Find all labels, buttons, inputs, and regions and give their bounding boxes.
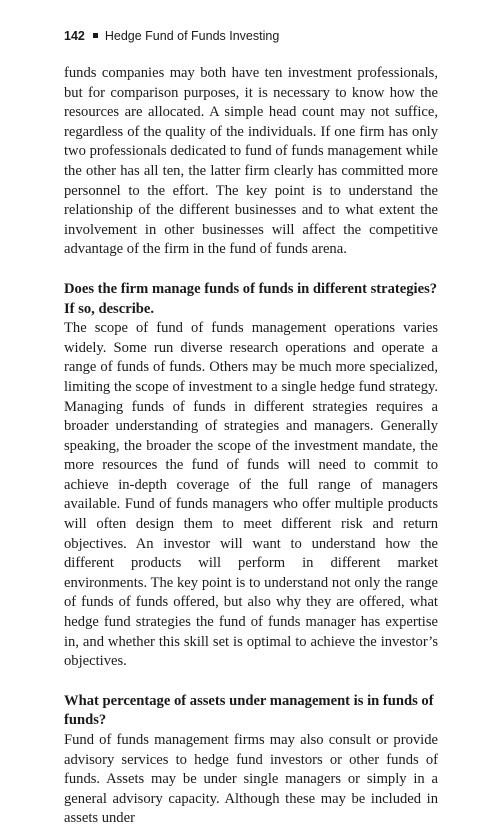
body-paragraph: funds companies may both have ten investment professionals, but for comparison purposes, it is necessary to know how the resources are allocated. A simple head count may not suffice, regardless of the quality of the individuals. If one firm has only two professionals dedicated to fund of funds management while the other has all ten, the latter firm clearly has committed more personnel to the effort. The key point is to understand the relationship of the different businesses and to what extent the involvement in other businesses will affect the competitive advantage of the firm in the fund of funds arena.	[64, 65, 438, 258]
section-question-heading: Does the firm manage funds of funds in different strategies? If so, describe.	[64, 280, 438, 317]
running-head	[64, 28, 438, 44]
body-paragraph: Fund of funds management firms may also consult or provide advisory services to hedge fund investors or other funds of funds. Assets may be under single managers or simply in a general advisory capacity. Although these may be included in assets under	[64, 732, 438, 827]
body-paragraph: The scope of fund of funds management operations varies widely. Some run diverse research operations and operate a range of funds of funds. Others may be much more specialized, limiting the scope of investment to a single hedge fund strategy. Managing funds of funds in different strategies requires a broader understanding of strategies and managers. Generally speaking, the broader the scope of the investment mandate, the more resources the fund of funds will need to commit to achieve in-depth coverage of the full range of managers available. Fund of funds managers who offer multiple products will often design them to meet different risk and return objectives. An investor will want to understand how the different products will perform in different market environments. The key point is to understand not only the range of funds of funds offered, but also why they are offered, what hedge fund strategies the fund of funds manager has expertise in, and whether this skill set is optimal to achieve the investor’s objectives.	[64, 320, 438, 670]
page-number: 142	[64, 29, 85, 43]
section-question-heading: What percentage of assets under management is in funds of funds?	[64, 692, 434, 729]
book-title: Hedge Fund of Funds Investing	[104, 29, 280, 43]
book-page	[64, 28, 438, 829]
page-body	[64, 64, 438, 829]
separator-square-icon	[93, 33, 98, 38]
